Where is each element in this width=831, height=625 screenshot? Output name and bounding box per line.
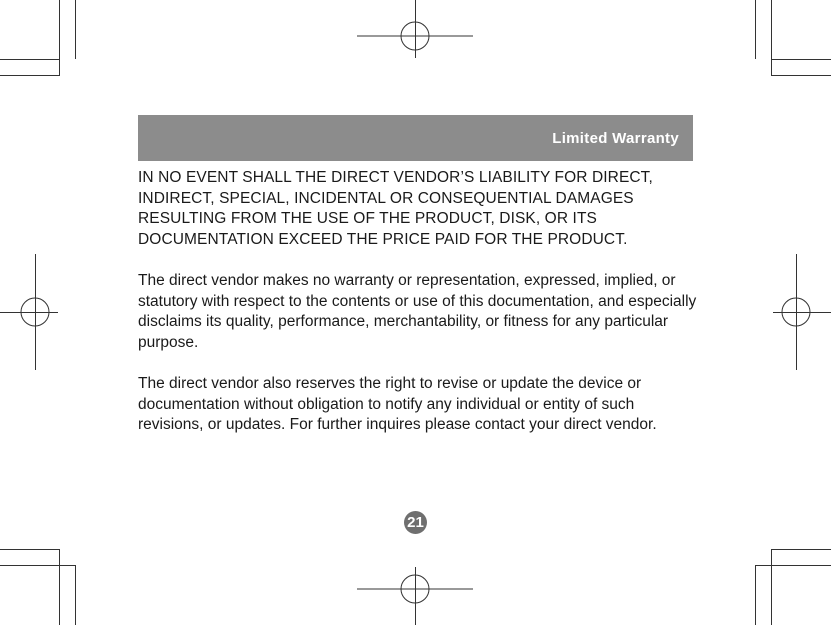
section-header-bar [138,115,693,161]
registration-mark-bottom [357,567,473,625]
no-warranty-paragraph: The direct vendor makes no warranty or representation, expressed, implied, or statutory with respect to the contents or use of this documentation, and especially disclaims its quality, performance, merchantability, or fitness for any particular purpose. [138,271,697,351]
warranty-text [138,168,698,456]
revision-rights-paragraph: The direct vendor also reserves the right to revise or update the device or documentation without obligation to notify any individual or entity of such revisions, or updates. For further inquires please contact your direct vendor. [138,374,657,434]
section-title: Limited Warranty [552,130,679,147]
registration-mark-right [773,254,831,370]
page-number-badge: 21 [404,511,427,534]
registration-mark-left [0,254,58,370]
registration-mark-top [357,0,473,58]
liability-paragraph: IN NO EVENT SHALL THE DIRECT VENDOR’S LIABILITY FOR DIRECT, INDIRECT, SPECIAL, INCIDENTAL OR CONSEQUENTIAL DAMAGES RESULTING FROM THE USE OF THE PRODUCT, DISK, OR ITS DOCUMENTATION EXCEED THE PRICE PAID FOR THE PRODUCT. [138,169,653,248]
